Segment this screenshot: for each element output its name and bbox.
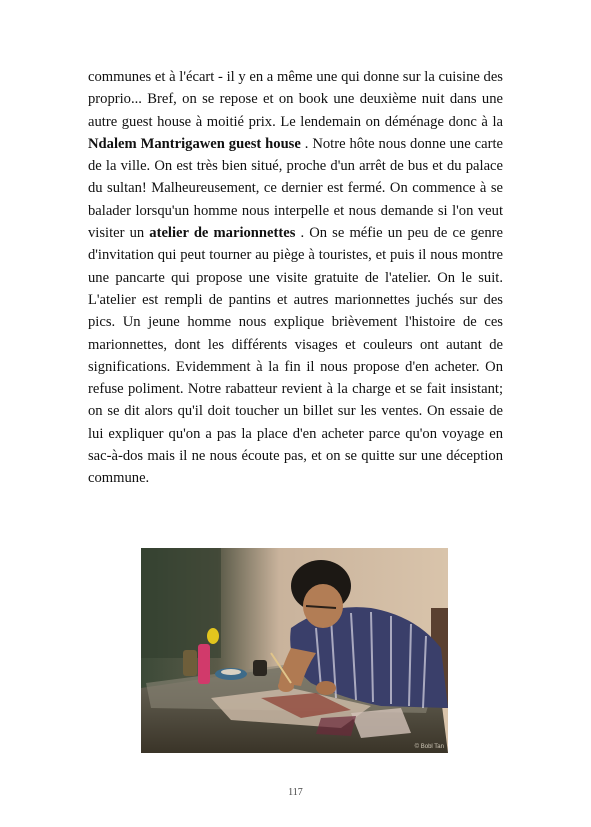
page-number: 117: [288, 787, 303, 798]
body-paragraph: [88, 66, 503, 490]
atelier-name: atelier de marionnettes: [149, 225, 296, 242]
paragraph-text-part-1: communes et à l'écart - il y en a même une qui donne sur la cuisine des proprio... Bref, on se repose et on book une deuxième nuit dans une autre guest house à moitié prix. Le lendemain on déménage donc à la: [88, 69, 503, 130]
puppet-workshop-photo: [141, 548, 448, 753]
photo-credit: © Bobl Tan: [414, 744, 444, 750]
paragraph-text-part-3: . On se méfie un peu de ce genre d'invitation qui peut tourner au piège à touristes, et puis il nous montre une pancarte qui propose une visite gratuite de l'atelier. On le suit. L'atelier est rempli de pantins et autres marionnettes juchés sur des pics. Un jeune homme nous explique brièvement l'histoire de ces marionnettes, dont les différents visages et couleurs ont autant de significations. Evidemment à la fin il nous propose d'en acheter. On refuse poliment. Notre rabatteur revient à la charge et se fait insistant; on se dit alors qu'il doit toucher un billet sur les ventes. On essaie de lui expliquer qu'on a pas la place d'en acheter parce qu'on voyage en sac-à-dos mais il ne nous écoute pas, et on se quitte sur une déception commune.: [88, 225, 503, 487]
guesthouse-name: Ndalem Mantrigawen guest house: [88, 135, 301, 152]
photo-illustration: [141, 548, 448, 753]
paragraph-text-part-2: . Notre hôte nous donne une carte de la ville. On est très bien situé, proche d'un arrêt de bus et du palace du sultan! Malheureusement, ce dernier est fermé. On commence à se balader lorsqu'un homme nous interpelle et nous demande si l'on veut visiter un: [88, 135, 503, 242]
